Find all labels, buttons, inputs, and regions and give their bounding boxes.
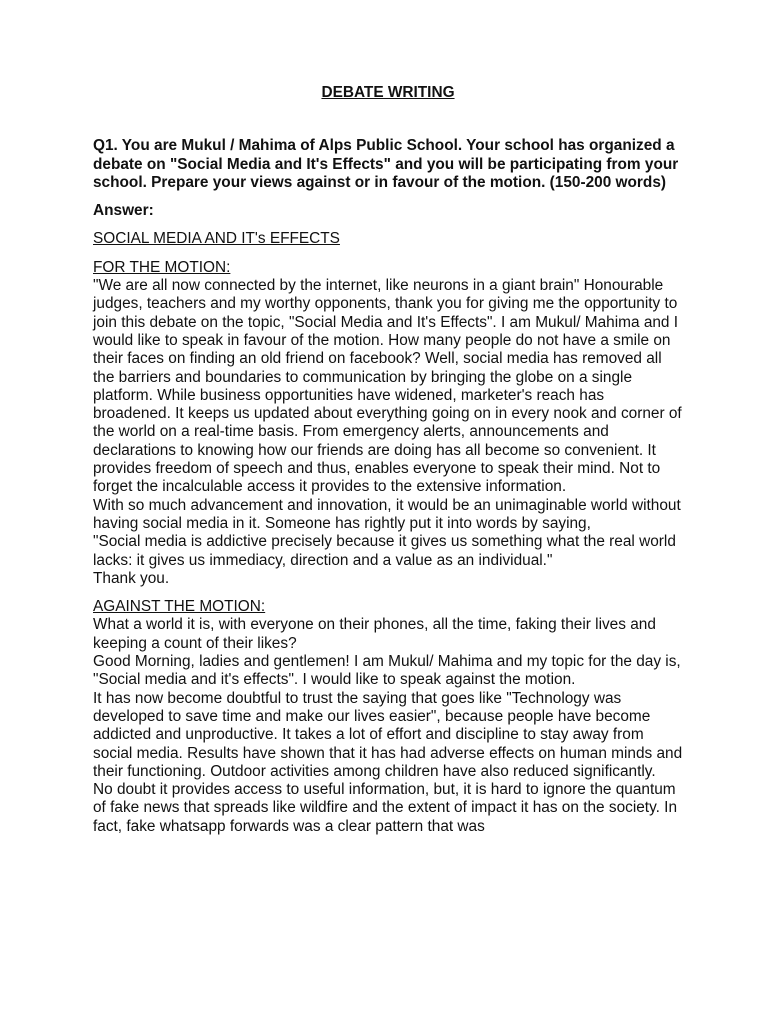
against-motion-paragraph: It has now become doubtful to trust the saying that goes like "Technology was developed to save time and make our lives easier", because people have become addicted and unproductive. It takes a lot of effort and discipline to stay away from social media. Results have shown that it has had adverse effects on human minds and their functioning. Outdoor activities among children have also reduced significantly. — [93, 689, 683, 780]
answer-label: Answer: — [93, 202, 154, 220]
against-motion-paragraph: No doubt it provides access to useful information, but, it is hard to ignore the quantum of fake news that spreads like wildfire and the extent of impact it has on the society. In fact, fake whatsapp forwards was a clear pattern that was — [93, 781, 678, 835]
for-motion-closing: Thank you. — [93, 569, 170, 587]
question-text: Q1. You are Mukul / Mahima of Alps Public School. Your school has organized a debate on "Social Media and It's Effects" and you will be participating from your school. Prepare your views against or in favour of the motion. (150-200 words) — [93, 137, 679, 191]
for-motion-heading: FOR THE MOTION: — [93, 258, 231, 276]
topic-heading: SOCIAL MEDIA AND IT's EFFECTS — [93, 230, 340, 248]
document-title: DEBATE WRITING — [321, 84, 455, 101]
for-motion-paragraph: With so much advancement and innovation, it would be an unimaginable world without having social media in it. Someone has rightly put it into words by saying, — [93, 496, 681, 532]
against-motion-heading: AGAINST THE MOTION: — [93, 598, 266, 616]
for-motion-section — [93, 259, 683, 588]
against-motion-section — [93, 598, 683, 836]
against-motion-paragraph: What a world it is, with everyone on their phones, all the time, faking their lives and keeping a count of their likes? — [93, 616, 656, 652]
for-motion-quote: "Social media is addictive precisely because it gives us something what the real world lacks: it gives us immediacy, direction and a value as an individual." — [93, 533, 676, 569]
against-motion-paragraph: Good Morning, ladies and gentlemen! I am Mukul/ Mahima and my topic for the day is, "Social media and it's effects". I would like to speak against the motion. — [93, 653, 681, 689]
document-content — [93, 84, 683, 846]
for-motion-paragraph: "We are all now connected by the internet, like neurons in a giant brain" Honourable judges, teachers and my worthy opponents, thank you for giving me the opportunity to join this debate on the topic, "Social Media and It's Effects". I am Mukul/ Mahima and I would like to speak in favour of the motion. How many people do not have a smile on their faces on finding an old friend on facebook? Well, social media has removed all the barriers and boundaries to communication by bringing the globe on a single platform. While business opportunities have widened, marketer's reach has broadened. It keeps us updated about everything going on in every nook and corner of the world on a real-time basis. From emergency alerts, announcements and declarations to knowing how our friends are doing has all become so convenient. It provides freedom of speech and thus, enables everyone to speak their mind. Not to forget the incalculable access it provides to the extensive information. — [93, 277, 682, 496]
